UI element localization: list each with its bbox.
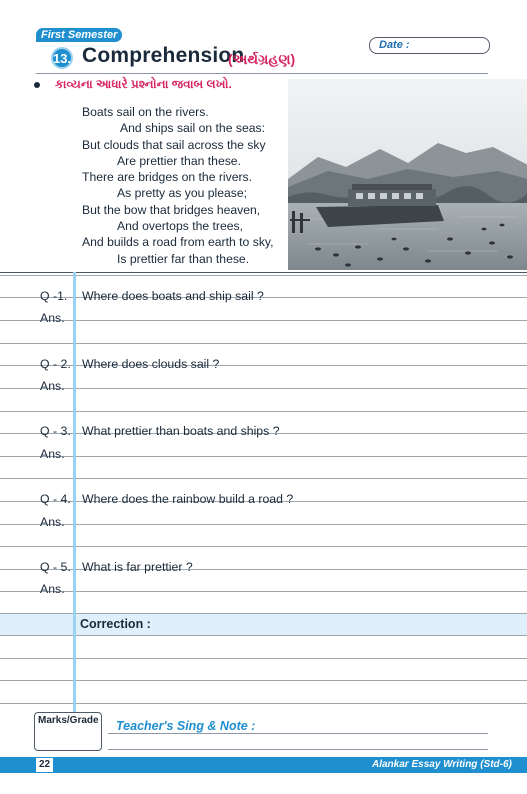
ruled-line [0, 272, 527, 273]
ruled-line [0, 658, 527, 659]
question-text: Where does the rainbow build a road ? [82, 492, 294, 506]
teacher-note-line[interactable] [108, 749, 488, 750]
marks-grade-box[interactable]: Marks/Grade [34, 712, 102, 751]
ruled-line [0, 680, 527, 681]
page-title-gujarati: (અર્થગ્રહણ) [228, 51, 296, 67]
answer-label: Ans. [40, 311, 65, 325]
date-field[interactable]: Date : [369, 37, 490, 54]
lake-boat-image [288, 79, 527, 270]
ruled-line [0, 411, 527, 412]
ruled-line [0, 343, 527, 344]
answer-label: Ans. [40, 582, 65, 596]
poem [82, 104, 282, 267]
question-text: What is far prettier ? [82, 560, 193, 574]
margin-line [73, 272, 76, 745]
ruled-line [0, 591, 527, 592]
question-label: Q - 5. [40, 560, 71, 574]
bullet-icon [34, 82, 40, 88]
poem-line: And overtops the trees, [117, 219, 244, 234]
question-text: Where does clouds sail ? [82, 357, 220, 371]
answer-label: Ans. [40, 515, 65, 529]
ruled-line [0, 524, 527, 525]
ruled-line [0, 320, 527, 321]
lake-boat-photo [288, 79, 527, 270]
poem-line: And builds a road from earth to sky, [82, 235, 274, 250]
book-title: Alankar Essay Writing (Std-6) [372, 759, 512, 770]
page-title: Comprehension [82, 44, 245, 67]
ruled-line [0, 478, 527, 479]
answer-label: Ans. [40, 379, 65, 393]
answer-label: Ans. [40, 447, 65, 461]
poem-line: But clouds that sail across the sky [82, 137, 266, 152]
title-underline [36, 73, 488, 74]
poem-line: And ships sail on the seas: [120, 121, 265, 136]
question-label: Q - 2. [40, 357, 71, 371]
poem-line: There are bridges on the rivers. [82, 170, 253, 185]
page-number: 22 [36, 758, 53, 772]
poem-line: As pretty as you please; [117, 186, 248, 201]
correction-label: Correction : [80, 617, 151, 631]
ruled-line [0, 569, 527, 570]
ruled-line [0, 365, 527, 366]
question-text: Where does boats and ship sail ? [82, 289, 264, 303]
poem-line: Are prettier than these. [117, 153, 241, 168]
ruled-line [0, 703, 527, 704]
lesson-number-badge: 13. [51, 47, 73, 69]
ruled-line [0, 613, 527, 614]
semester-tag: First Semester [36, 28, 122, 42]
ruled-line [0, 275, 527, 276]
question-label: Q - 3. [40, 424, 71, 438]
instruction-text: કાવ્યના આધારે પ્રશ્નોના જવાબ લખો. [55, 77, 232, 91]
ruled-line [0, 635, 527, 636]
poem-line: Is prettier far than these. [117, 251, 250, 266]
question-text: What prettier than boats and ships ? [82, 424, 280, 438]
ruled-line [0, 456, 527, 457]
poem-line: But the bow that bridges heaven, [82, 202, 261, 217]
ruled-line [0, 388, 527, 389]
ruled-line [0, 546, 527, 547]
question-label: Q - 4. [40, 492, 71, 506]
teacher-note-line[interactable] [108, 733, 488, 734]
teacher-note-label: Teacher's Sing & Note : [116, 719, 256, 733]
question-label: Q -1. [40, 289, 68, 303]
poem-line: Boats sail on the rivers. [82, 105, 209, 119]
